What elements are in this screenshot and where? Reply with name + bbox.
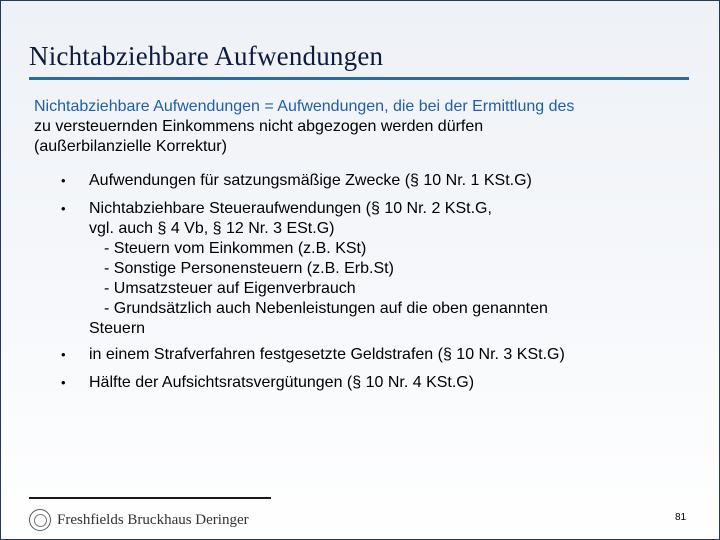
bullet-icon: • [61,201,66,216]
list-item-line: Hälfte der Aufsichtsratsvergütungen (§ 10 Nr. 4 KSt.G) [89,374,475,391]
definition-line-3: (außerbilanzielle Korrektur) [34,138,227,155]
sub-item: - Umsatzsteuer auf Eigenverbrauch [104,280,356,297]
list-item-text [89,345,649,365]
company-logo [29,507,249,533]
page-number: 81 [675,512,687,523]
list-item-line: in einem Strafverfahren festgesetzte Geldstrafen (§ 10 Nr. 3 KSt.G) [89,346,565,363]
footer-divider [29,497,271,499]
definition-line-1: = Aufwendungen, die bei der Ermittlung des [259,98,575,115]
sub-item: - Steuern vom Einkommen (z.B. KSt) [104,240,367,257]
list-item-line: Steuern [89,320,146,337]
crest-icon [29,509,51,531]
sub-item: - Sonstige Personensteuern (z.B. Erb.St) [104,260,394,277]
definition-paragraph [34,97,694,157]
logo-text: Freshfields Bruckhaus Deringer [57,511,249,528]
list-item-line: vgl. auch § 4 Vb, § 12 Nr. 3 ESt.G) [89,220,335,237]
slide-body [34,97,694,391]
sub-item: - Grundsätzlich auch Nebenleistungen auf die oben genannten [104,300,548,317]
definition-line-2: zu versteuernden Einkommens nicht abgezogen werden dürfen [34,118,484,135]
page-title: Nichtabziehbare Aufwendungen [29,41,384,71]
list-item-text [89,199,649,339]
list-item-line: Aufwendungen für satzungsmäßige Zwecke (§ 10 Nr. 1 KSt.G) [89,172,532,189]
list-item-line: Nichtabziehbare Steueraufwendungen (§ 10 Nr. 2 KSt.G, [89,200,492,217]
bullet-icon: • [61,173,66,188]
list-item-text [89,171,649,191]
bullet-icon: • [61,347,66,362]
list-item-text [89,373,649,393]
definition-term: Nichtabziehbare Aufwendungen [34,98,260,115]
title-divider [29,77,689,80]
bullet-icon: • [61,375,66,390]
